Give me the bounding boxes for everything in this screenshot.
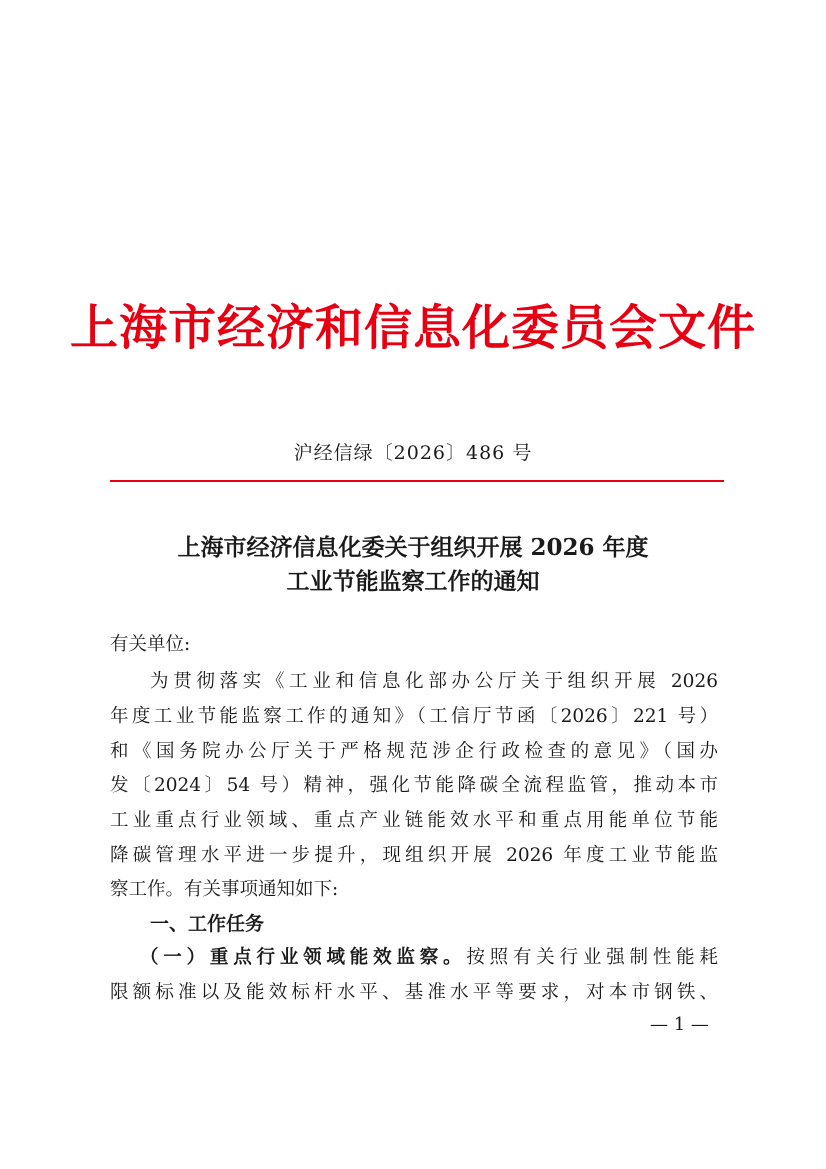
document-number: 沪经信绿〔2026〕486 号 — [293, 442, 533, 464]
body-line: 发〔2024〕54 号）精神，强化节能降碳全流程监管，推动本市 — [110, 775, 718, 796]
body-line: 为贯彻落实《工业和信息化部办公厅关于组织开展 2026 — [150, 671, 718, 692]
item-text: 按照有关行业强制性能耗 — [466, 947, 718, 968]
item-label: （一）重点行业领域能效监察。 — [140, 947, 467, 968]
body-line: 和《国务院办公厅关于严格规范涉企行政检查的意见》（国办 — [110, 741, 718, 762]
body-line: 工业重点行业领域、重点产业链能效水平和重点用能单位节能 — [110, 810, 718, 831]
item-paragraph-line: 限额标准以及能效标杆水平、基准水平等要求，对本市钢铁、 — [110, 982, 718, 1003]
notice-title-line-1: 上海市经济信息化委关于组织开展 2026 年度 — [177, 534, 649, 561]
body-line: 察工作。有关事项通知如下: — [110, 879, 339, 900]
red-divider-line — [110, 480, 724, 482]
notice-title-line-2: 工业节能监察工作的通知 — [286, 568, 540, 595]
item-paragraph-line — [140, 945, 718, 971]
salutation: 有关单位: — [110, 634, 191, 655]
section-heading: 一、工作任务 — [150, 913, 265, 935]
page-number: — 1 — — [650, 1014, 709, 1035]
masthead-title: 上海市经济和信息化委员会文件 — [69, 300, 756, 356]
body-line: 年度工业节能监察工作的通知》（工信厅节函〔2026〕221 号） — [110, 706, 718, 727]
body-line: 降碳管理水平进一步提升，现组织开展 2026 年度工业节能监 — [110, 845, 718, 866]
